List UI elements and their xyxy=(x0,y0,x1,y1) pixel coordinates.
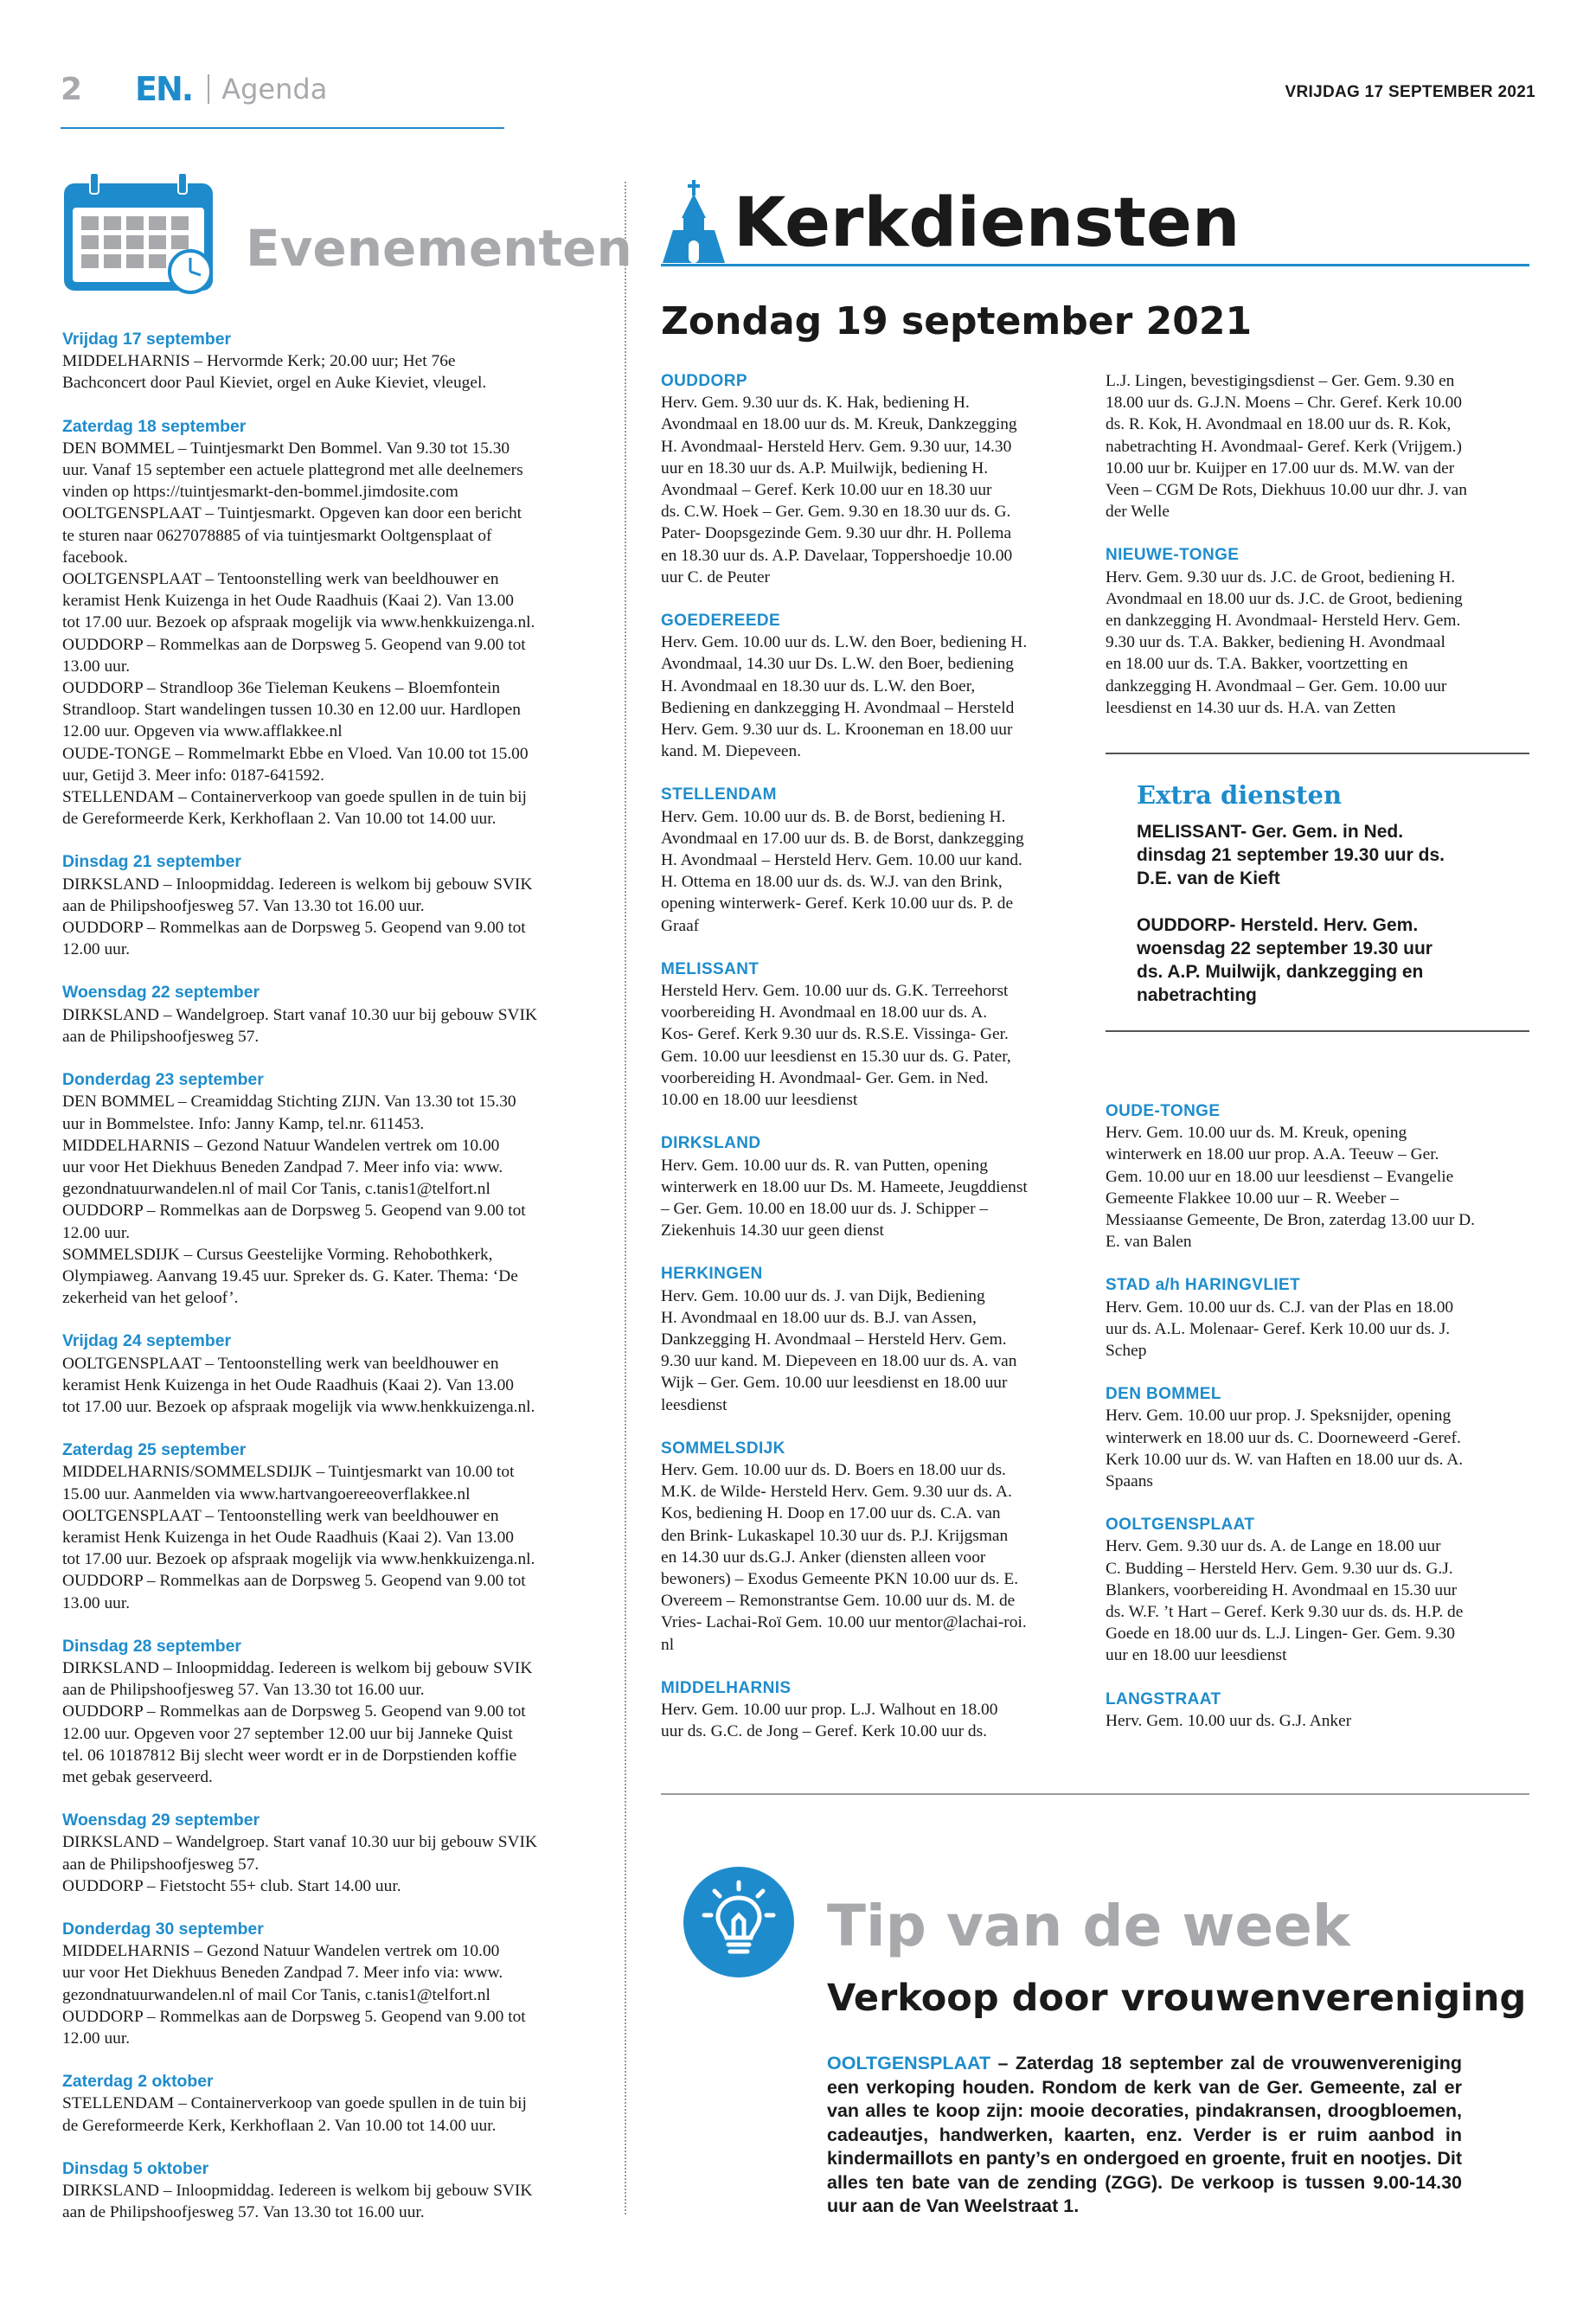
event-day-text: DIRKSLAND – Wandelgroep. Start vanaf 10.30 uur bij gebouw SVIK aan de Philipshoofjesweg 57. xyxy=(62,1005,538,1046)
tip-body xyxy=(827,2052,1462,2219)
service-text: Herv. Gem. 10.00 uur ds. G.J. Anker xyxy=(1106,1711,1352,1730)
extra-bottom-rule xyxy=(1106,1030,1529,1032)
event-day-label: Woensdag 29 september xyxy=(62,1811,260,1830)
service-place: DIRKSLAND xyxy=(661,1134,761,1153)
extra-services-box xyxy=(1106,753,1529,1032)
event-day-text: MIDDELHARNIS – Gezond Natuur Wandelen vertrek om 10.00 uur voor Het Diekhuus Beneden Zandpad 7. Meer info via: www. gezondnatuurwandelen.nl of mail Cor Tanis, c.tanis1@telfort.nl OUDDORP – Rommelkas aan de Dorpsweg 5. Geopend van 9.00 tot 12.00 uur. xyxy=(62,1942,526,2048)
service-place: STAD a/h HARINGVLIET xyxy=(1106,1276,1301,1295)
kerkdiensten-title: Kerkdiensten xyxy=(734,184,1240,262)
evenementen-title: Evenementen xyxy=(246,219,632,278)
event-day-label: Zaterdag 25 september xyxy=(62,1440,247,1460)
service-block xyxy=(1106,1383,1529,1492)
service-place: DEN BOMMEL xyxy=(1106,1385,1221,1404)
event-day-text: DIRKSLAND – Inloopmiddag. Iedereen is welkom bij gebouw SVIK aan de Philipshoofjesweg 57. Van 13.30 tot 16.00 uur. xyxy=(62,2182,533,2222)
extra-service-item: OUDDORP- Hersteld. Herv. Gem. woensdag 22 september 19.30 uur ds. A.P. Muilwijk, dankzegging en nabetrachting xyxy=(1137,915,1433,1005)
header-rule xyxy=(61,127,504,129)
tip-rule xyxy=(661,1793,1529,1795)
event-day-block xyxy=(62,1069,590,1309)
service-place: MIDDELHARNIS xyxy=(661,1678,792,1697)
service-block xyxy=(661,958,1083,1111)
event-day-label: Dinsdag 21 september xyxy=(62,852,241,872)
service-text: Herv. Gem. 10.00 uur ds. B. de Borst, bediening H. Avondmaal en 17.00 uur ds. B. de Borst, dankzegging H. Avondmaal – Hersteld Herv. Gem. 10.00 uur kand. H. Ottema en 18.00 uur ds. ds. W.J. van den Brink, opening winterwerk- Geref. Kerk 10.00 uur ds. P. de Graaf xyxy=(661,807,1024,935)
service-date: Zondag 19 september 2021 xyxy=(661,299,1253,343)
extra-services-title: Extra diensten xyxy=(1137,780,1343,810)
service-text: Herv. Gem. 10.00 uur ds. M. Kreuk, opening winterwerk en 18.00 uur prop. A.A. Teeuw – Ger. Gem. 10.00 uur en 18.00 uur leesdienst – Evangelie Gemeente Flakkee 10.00 uur – R. Weeber – Messiaanse Gemeente, De Bron, zaterdag 13.00 uur D. E. van Balen xyxy=(1106,1124,1475,1252)
service-text: Herv. Gem. 10.00 uur prop. L.J. Walhout en 18.00 uur ds. G.C. de Jong – Geref. Kerk 10.00 uur ds. xyxy=(661,1700,998,1741)
service-place: NIEUWE-TONGE xyxy=(1106,546,1240,565)
event-day-block xyxy=(62,1919,590,2049)
service-place: HERKINGEN xyxy=(661,1265,763,1284)
column-divider xyxy=(625,182,626,2214)
event-day-block xyxy=(62,982,590,1048)
event-day-label: Woensdag 22 september xyxy=(62,983,260,1003)
event-day-label: Vrijdag 17 september xyxy=(62,330,232,349)
service-text: Herv. Gem. 9.30 uur ds. A. de Lange en 18.00 uur C. Budding – Hersteld Herv. Gem. 9.30 uur ds. G.J. Blankers, voorbereiding H. Avondmaal en 15.30 uur ds. W.F. ’t Hart – Geref. Kerk 9.30 uur ds. ds. H.P. de Goede en 18.00 uur ds. L.J. Lingen- Ger. Gem. 9.30 uur en 18.00 uur leesdienst xyxy=(1106,1537,1464,1665)
service-block xyxy=(1106,544,1529,719)
page-number: 2 xyxy=(61,71,83,107)
service-block xyxy=(661,1438,1083,1656)
event-day-block xyxy=(62,416,590,830)
issue-date: VRIJDAG 17 SEPTEMBER 2021 xyxy=(1285,83,1535,101)
service-block xyxy=(1106,1514,1529,1666)
service-block xyxy=(661,1132,1083,1241)
event-day-text: DIRKSLAND – Inloopmiddag. Iedereen is welkom bij gebouw SVIK aan de Philipshoofjesweg 57. Van 13.30 tot 16.00 uur. OUDDORP – Rommelkas aan de Dorpsweg 5. Geopend van 9.00 tot 12.00 uur. xyxy=(62,875,533,959)
event-day-label: Donderdag 30 september xyxy=(62,1920,264,1939)
tip-icon-circle xyxy=(683,1867,794,1977)
event-day-text: DEN BOMMEL – Creamiddag Stichting ZIJN. Van 13.30 tot 15.30 uur in Bommelstee. Info: Janny Kamp, tel.nr. 611453. MIDDELHARNIS – Gezond Natuur Wandelen vertrek om 10.00 uur voor Het Diekhuus Beneden Zandpad 7. Meer info via: www. gezondnatuurwandelen.nl of mail Cor Tanis, c.tanis1@telfort.nl OUDDORP – Rommelkas aan de Dorpsweg 5. Geopend van 9.00 tot 12.00 uur. SOMMELSDIJK – Cursus Geestelijke Vorming. Rehobothkerk, Olympiaweg. Aanvang 19.45 uur. Spreker ds. G. Kater. Thema: ‘De zekerheid van het geloof’. xyxy=(62,1093,526,1308)
event-day-text: DIRKSLAND – Inloopmiddag. Iedereen is welkom bij gebouw SVIK aan de Philipshoofjesweg 57. Van 13.30 tot 16.00 uur. OUDDORP – Rommelkas aan de Dorpsweg 5. Geopend van 9.00 tot 12.00 uur. Opgeven voor 27 september 12.00 uur bij Janneke Quist tel. 06 10187812 Bij slecht weer wordt er in de Dorpstienden koffie met gebak geserveerd. xyxy=(62,1658,533,1786)
newspaper-logo[interactable]: EN. xyxy=(135,70,193,108)
service-block xyxy=(1106,370,1529,522)
extra-top-rule xyxy=(1106,753,1529,754)
service-block xyxy=(661,1677,1083,1743)
event-day-text: DEN BOMMEL – Tuintjesmarkt Den Bommel. Van 9.30 tot 15.30 uur. Vanaf 15 september een actuele plattegrond met alle deelnemers vinden op https://tuintjesmarkt-den-bommel.jimdosite.com OOLTGENSPLAAT – Tuintjesmarkt. Opgeven kan door een bericht te sturen naar 0627078885 of via tuintjesmarkt Ooltgensplaat of facebook. OOLTGENSPLAAT – Tentoonstelling werk van beeldhouwer en keramist Henk Kuizenga in het Oude Raadhuis (Kaai 2). Van 13.00 tot 17.00 uur. Bezoek op afspraak mogelijk via www.henkkuizenga.nl. OUDDORP – Rommelkas aan de Dorpsweg 5. Geopend van 9.00 tot 13.00 uur. OUDDORP – Strandloop 36e Tieleman Keukens – Bloemfontein Strandloop. Start wandelingen tussen 10.30 en 12.00 uur. Hardlopen 12.00 uur. Opgeven via www.afflakkee.nl OUDE-TONGE – Rommelmarkt Ebbe en Vloed. Van 10.00 tot 15.00 uur, Getijd 3. Meer info: 0187-641592. STELLENDAM – Containerverkoop van goede spullen in de tuin bij de Gereformeerde Kerk, Kerkhoflaan 2. Van 10.00 tot 14.00 uur. xyxy=(62,439,535,829)
service-text: Herv. Gem. 10.00 uur ds. J. van Dijk, Bediening H. Avondmaal en 18.00 uur ds. B.J. van Assen, Dankzegging H. Avondmaal – Hersteld Herv. Gem. 9.30 uur kand. M. Diepeveen en 18.00 uur ds. A. van Wijk – Ger. Gem. 10.00 uur leesdienst en 18.00 uur leesdienst xyxy=(661,1286,1017,1414)
service-text: Herv. Gem. 10.00 uur ds. D. Boers en 18.00 uur ds. M.K. de Wilde- Hersteld Herv. Gem. 9.30 uur ds. A. Kos, bediening H. Doop en 17.00 uur ds. C.A. van den Brink- Lukaskapel 10.30 uur ds. P.J. Krijgsman en 14.30 uur ds.G.J. Anker (diensten alleen voor bewoners) – Exodus Gemeente PKN 10.00 uur ds. E. Overeem – Remonstrantse Gem. 10.00 uur ds. M. de Vries- Lachai-Roï Gem. 10.00 uur mentor@lachai-roi. nl xyxy=(661,1460,1027,1654)
service-text: Herv. Gem. 9.30 uur ds. J.C. de Groot, bediening H. Avondmaal en 18.00 uur ds. J.C. de Groot, bediening en dankzegging H. Avondmaal- Hersteld Herv. Gem. 9.30 uur ds. T.A. Bakker, bediening H. Avondmaal en 18.00 uur ds. T.A. Bakker, voortzetting en dankzegging H. Avondmaal – Ger. Gem. 10.00 uur leesdienst en 14.30 uur ds. H.A. van Zetten xyxy=(1106,567,1463,717)
services-column-2-continued xyxy=(1106,1100,1529,1753)
service-place: STELLENDAM xyxy=(661,785,777,804)
event-day-block xyxy=(62,1330,590,1418)
event-day-text: STELLENDAM – Containerverkoop van goede spullen in de tuin bij de Gereformeerde Kerk, Kerkhoflaan 2. Van 10.00 tot 14.00 uur. xyxy=(62,2094,527,2135)
event-day-label: Dinsdag 28 september xyxy=(62,1636,241,1656)
service-block xyxy=(661,1263,1083,1415)
header-divider xyxy=(208,74,209,104)
tip-title: Tip van de week xyxy=(827,1893,1350,1959)
event-day-text: DIRKSLAND – Wandelgroep. Start vanaf 10.30 uur bij gebouw SVIK aan de Philipshoofjesweg 57. OUDDORP – Fietstocht 55+ club. Start 14.00 uur. xyxy=(62,1833,538,1895)
service-place: OOLTGENSPLAAT xyxy=(1106,1516,1255,1535)
event-day-block xyxy=(62,2071,590,2137)
evenementen-list xyxy=(62,329,590,2245)
service-place: MELISSANT xyxy=(661,959,760,978)
calendar-clock-icon xyxy=(61,171,221,297)
service-text: Herv. Gem. 9.30 uur ds. K. Hak, bediening H. Avondmaal en 18.00 uur ds. M. Kreuk, Dankzegging H. Avondmaal- Hersteld Herv. Gem. 9.30 uur, 14.30 uur en 18.30 uur ds. A.P. Muilwijk, bediening H. Avondmaal – Geref. Kerk 10.00 uur en 18.30 uur ds. C.W. Hoek – Ger. Gem. 9.30 en 18.30 uur ds. G. Pater- Doopsgezinde Gem. 9.30 uur dhr. H. Pollema en 18.30 uur ds. A.P. Davelaar, Toppershoedje 10.00 uur C. de Peuter xyxy=(661,394,1017,586)
event-day-text: MIDDELHARNIS/SOMMELSDIJK – Tuintjesmarkt van 10.00 tot 15.00 uur. Aanmelden via www.hartvangoereeoverflakkee.nl OOLTGENSPLAAT – Tentoonstelling werk van beeldhouwer en keramist Henk Kuizenga in het Oude Raadhuis (Kaai 2). Van 13.00 tot 17.00 uur. Bezoek op afspraak mogelijk via www.henkkuizenga.nl. OUDDORP – Rommelkas aan de Dorpsweg 5. Geopend van 9.00 tot 13.00 uur. xyxy=(62,1463,535,1612)
service-text: Herv. Gem. 10.00 uur ds. L.W. den Boer, bediening H. Avondmaal, 14.30 uur Ds. L.W. den Boer, bediening H. Avondmaal en 18.30 uur ds. L.W. den Boer, Bediening en dankzegging H. Avondmaal – Hersteld Herv. Gem. 9.30 uur ds. L. Krooneman en 18.00 uur kand. M. Diepeveen. xyxy=(661,633,1028,761)
event-day-block xyxy=(62,1439,590,1614)
service-text: L.J. Lingen, bevestigingsdienst – Ger. Gem. 9.30 en 18.00 uur ds. G.J.N. Moens – Chr. Geref. Kerk 10.00 ds. R. Kok, H. Avondmaal en 18.00 uur ds. R. Kok, nabetrachting H. Avondmaal- Geref. Kerk (Vrijgem.) 10.00 uur br. Kuijper en 17.00 uur ds. M.W. van der Veen – CGM De Rots, Diekhuus 10.00 uur dhr. J. van der Welle xyxy=(1106,372,1467,522)
event-day-label: Donderdag 23 september xyxy=(62,1070,264,1090)
event-day-label: Dinsdag 5 oktober xyxy=(62,2158,209,2178)
services-column-1 xyxy=(661,370,1083,1764)
event-day-label: Zaterdag 2 oktober xyxy=(62,2072,214,2092)
event-day-text: MIDDELHARNIS – Hervormde Kerk; 20.00 uur; Het 76e Bachconcert door Paul Kieviet, orgel en Auke Kieviet, vleugel. xyxy=(62,352,487,393)
lightbulb-icon xyxy=(683,1867,794,1977)
service-block xyxy=(1106,1689,1529,1732)
service-place: OUDE-TONGE xyxy=(1106,1102,1221,1120)
kerkdiensten-rule xyxy=(661,264,1529,266)
tip-text: – Zaterdag 18 september zal de vrouwenvereniging een verkoping houden. Rondom de kerk van de Ger. Gemeente, zal er van alles te koop zijn: mooie decoraties, pindakransen, droogbloemen, cadeautjes, handwerken, kaarten, enz. Verder is er ruim aanbod in kindermaillots en panty’s en ondergoed en groente, fruit en nootjes. Dit alles ten bate van de zending (ZGG). De verkoop is tussen 9.00-14.30 uur aan de Van Weelstraat 1. xyxy=(827,2053,1462,2216)
event-day-text: OOLTGENSPLAAT – Tentoonstelling werk van beeldhouwer en keramist Henk Kuizenga in het Oude Raadhuis (Kaai 2). Van 13.00 tot 17.00 uur. Bezoek op afspraak mogelijk via www.henkkuizenga.nl. xyxy=(62,1354,535,1416)
event-day-label: Vrijdag 24 september xyxy=(62,1331,232,1351)
event-day-block xyxy=(62,1636,590,1788)
service-place: SOMMELSDIJK xyxy=(661,1439,785,1458)
service-block xyxy=(1106,1100,1529,1253)
church-icon xyxy=(661,180,730,266)
service-text: Herv. Gem. 10.00 uur prop. J. Speksnijder, opening winterwerk en 18.00 uur ds. C. Doorneweerd -Geref. Kerk 10.00 uur ds. W. van Haften en 18.00 uur ds. A. Spaans xyxy=(1106,1407,1464,1491)
tip-place: OOLTGENSPLAAT xyxy=(827,2053,991,2073)
extra-service-item: MELISSANT- Ger. Gem. in Ned. dinsdag 21 september 19.30 uur ds. D.E. van de Kieft xyxy=(1137,822,1445,888)
service-block xyxy=(1106,1274,1529,1362)
tip-headline: Verkoop door vrouwenvereniging xyxy=(827,1977,1527,2020)
event-day-label: Zaterdag 18 september xyxy=(62,416,247,436)
event-day-block xyxy=(62,851,590,960)
service-block xyxy=(661,370,1083,588)
service-place: LANGSTRAAT xyxy=(1106,1689,1221,1708)
service-place: GOEDEREEDE xyxy=(661,612,781,631)
service-block xyxy=(661,610,1083,762)
service-place: OUDDORP xyxy=(661,372,747,390)
event-day-block xyxy=(62,329,590,394)
event-day-block xyxy=(62,2158,590,2224)
event-day-block xyxy=(62,1810,590,1897)
services-column-2 xyxy=(1106,370,1529,740)
page-header xyxy=(61,67,327,111)
service-text: Herv. Gem. 10.00 uur ds. R. van Putten, opening winterwerk en 18.00 uur Ds. M. Hameete, Jeugddienst – Ger. Gem. 10.00 en 18.00 uur ds. J. Schipper – Ziekenhuis 14.30 uur geen dienst xyxy=(661,1156,1028,1240)
service-text: Hersteld Herv. Gem. 10.00 uur ds. G.K. Terreehorst voorbereiding H. Avondmaal en 18.00 uur ds. A. Kos- Geref. Kerk 9.30 uur ds. R.S.E. Vissinga- Ger. Gem. 10.00 uur leesdienst en 15.30 uur ds. G. Pater, voorbereiding H. Avondmaal- Ger. Gem. in Ned. 10.00 en 18.00 uur leesdienst xyxy=(661,982,1011,1110)
service-block xyxy=(661,784,1083,936)
section-title[interactable]: Agenda xyxy=(221,73,328,106)
service-text: Herv. Gem. 10.00 uur ds. C.J. van der Plas en 18.00 uur ds. A.L. Molenaar- Geref. Kerk 10.00 uur ds. J. Schep xyxy=(1106,1298,1454,1361)
